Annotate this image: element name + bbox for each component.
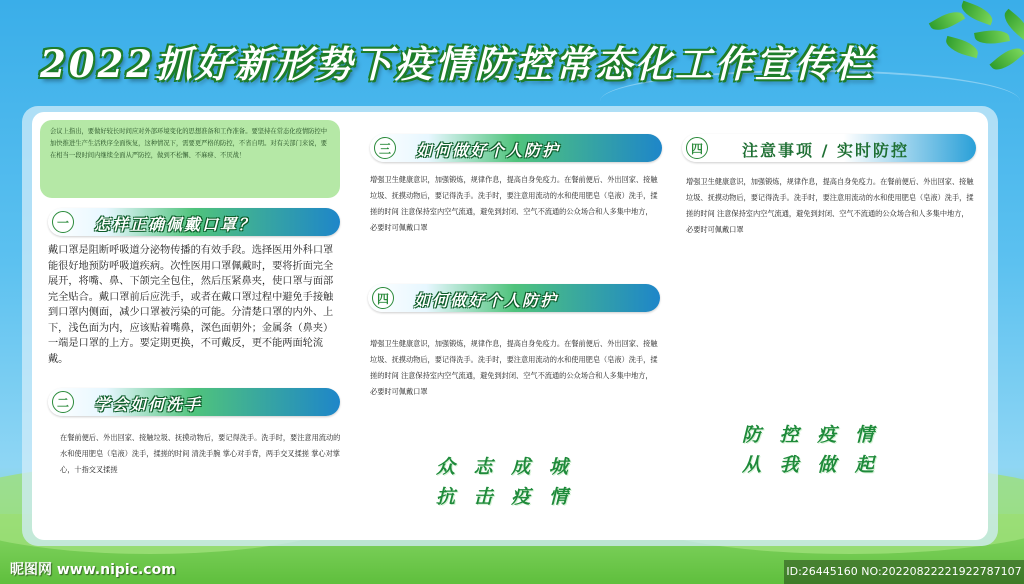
section-number: 一 [52, 211, 74, 233]
section-number: 四 [372, 287, 394, 309]
section-text-4: 增强卫生健康意识，加强锻炼，规律作息，提高自身免疫力。在餐前便后、外出回家、接触垃圾、抚摸动物后，要记得洗手。洗手时，要注意用流动的水和使用肥皂（皂液）洗手，揉搓的时间 注意保持室内空气流通，避免到封闭、空气不流通的公众场合和人多集中地方，必要时可佩戴口罩 [370, 339, 658, 396]
section-header-4 [368, 284, 660, 312]
section-header-1 [48, 208, 340, 236]
section-text-2: 在餐前便后、外出回家、接触垃圾、抚摸动物后，要记得洗手。洗手时，要注意用流动的水和使用肥皂（皂液）洗手，揉搓的时间 清洗手腕 掌心对手背，两手交叉揉搓 掌心对掌心，十指交叉揉搓 [60, 433, 341, 474]
slogan-line: 抗 击 疫 情 [436, 486, 574, 508]
section-title: 如何做好个人防护 [416, 141, 561, 160]
section-title: 学会如何洗手 [94, 395, 203, 414]
section-title: 注意事项 / 实时防控 [742, 141, 909, 160]
section-number: 三 [374, 137, 396, 159]
section-header-5 [682, 134, 976, 162]
slogan-line: 众 志 成 城 [436, 456, 574, 478]
slogan-middle [436, 452, 574, 512]
section-text-5: 增强卫生健康意识，加强锻炼，规律作息，提高自身免疫力。在餐前便后、外出回家、接触垃圾、抚摸动物后，要记得洗手。洗手时，要注意用流动的水和使用肥皂（皂液）洗手，揉搓的时间 注意保持室内空气流通，避免到封闭、空气不流通的公众场合和人多集中地方，必要时可佩戴口罩 [686, 177, 974, 234]
watermark-id: ID:26445160 NO:20220822221922787107 [784, 560, 1024, 584]
section-title: 怎样正确佩戴口罩？ [94, 215, 257, 234]
section-text-3: 增强卫生健康意识，加强锻炼，规律作息，提高自身免疫力。在餐前便后、外出回家、接触垃圾、抚摸动物后，要记得洗手。洗手时，要注意用流动的水和使用肥皂（皂液）洗手，揉搓的时间 注意保持室内空气流通，避免到封闭、空气不流通的公众场合和人多集中地方，必要时可佩戴口罩 [370, 175, 658, 232]
section-header-2 [48, 388, 340, 416]
section-number: 二 [52, 391, 74, 413]
page-title: 2022抓好新形势下疫情防控常态化工作宣传栏 [40, 42, 875, 86]
slogan-right [742, 420, 880, 480]
slogan-line: 防 控 疫 情 [742, 424, 880, 446]
section-header-3 [370, 134, 662, 162]
intro-box: 会议上指出，要做好较长时间应对外部环境变化的思想准备和工作准备。要坚持在常态化疫情防控中加快推进生产生活秩序全面恢复，这种情况下，需要更严格的防控，不省自明。对有关部门来说，要在相当一段时间内继续全面从严防控，做到不松懈、不麻痹、不厌战！ [40, 120, 340, 198]
watermark-site: 昵图网 www.nipic.com [10, 562, 176, 578]
section-number: 四 [686, 137, 708, 159]
slogan-line: 从 我 做 起 [742, 454, 880, 476]
section-title: 如何做好个人防护 [414, 291, 559, 310]
section-text-1: 戴口罩是阻断呼吸道分泌物传播的有效手段。选择医用外科口罩能很好地预防呼吸道疾病。次性医用口罩佩戴时，要将折面完全展开，将嘴、鼻、下颌完全包住，然后压紧鼻夹，使口罩与面部完全贴合。戴口罩前后应洗手，或者在戴口罩过程中避免手接触到口罩内侧面，减少口罩被污染的可能。分清楚口罩的内外、上下，浅色面为内，应该贴着嘴鼻，深色面朝外；金属条（鼻夹）一端是口罩的上方。要定期更换，不可戴反，更不能两面轮流戴。 [48, 245, 334, 365]
